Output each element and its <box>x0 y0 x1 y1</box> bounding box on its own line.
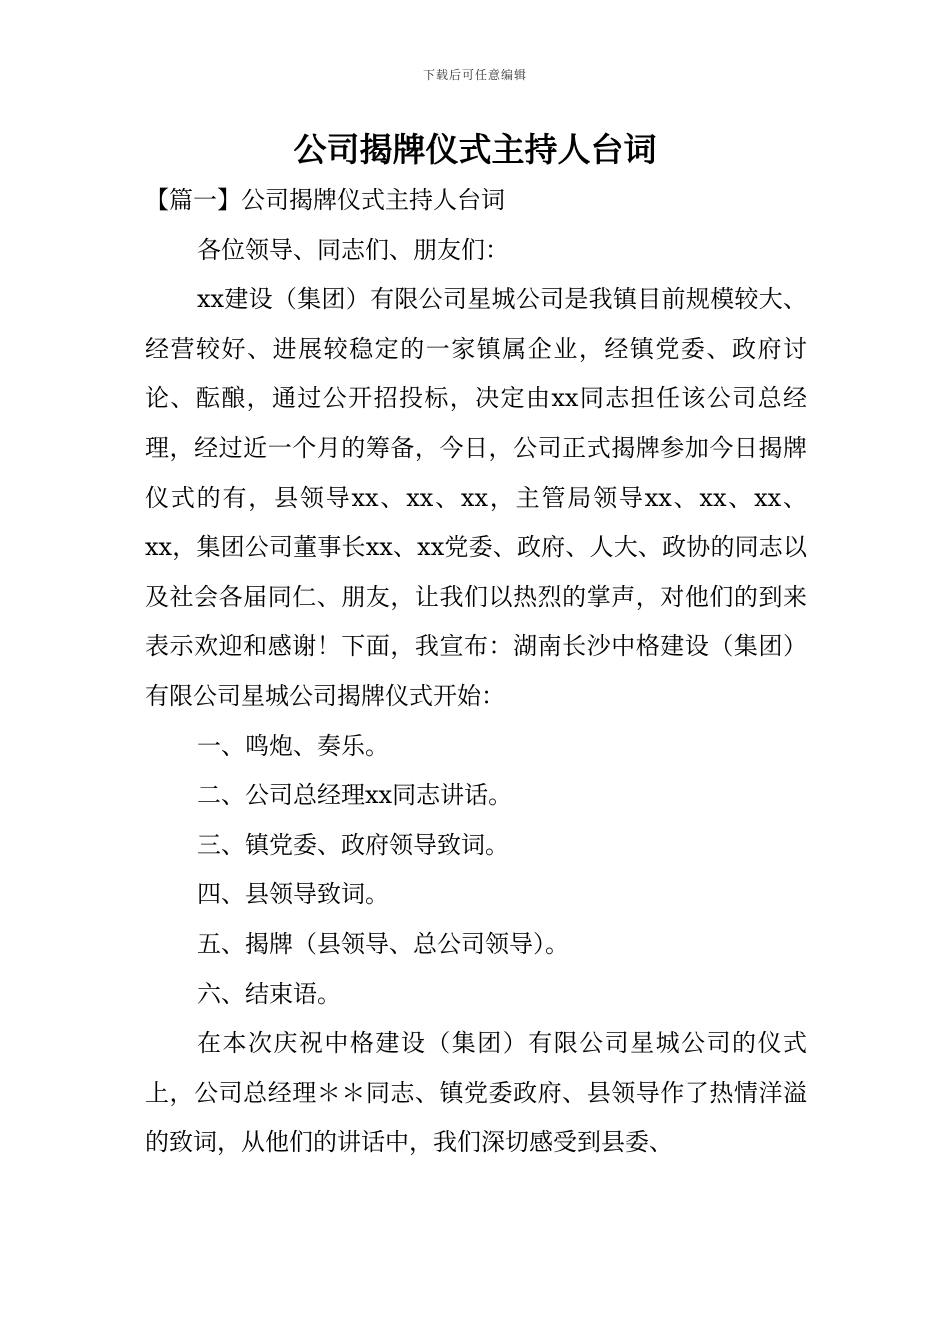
opening-paragraph: xx建设（集团）有限公司星城公司是我镇目前规模较大、经营较好、进展较稳定的一家镇属企业，经镇党委、政府讨论、酝酿，通过公开招投标，决定由xx同志担任该公司总经理，经过近一个月的筹备，今日，公司正式揭牌参加今日揭牌仪式的有，县领导xx、xx、xx，主管局领导xx、xx、xx、xx，集团公司董事长xx、xx党委、政府、人大、政协的同志以及社会各届同仁、朋友，让我们以热烈的掌声，对他们的到来表示欢迎和感谢！下面，我宣布：湖南长沙中格建设（集团）有限公司星城公司揭牌仪式开始： <box>145 285 807 710</box>
agenda-item: 五、揭牌（县领导、总公司领导）。 <box>197 929 569 958</box>
document-body <box>145 176 807 1168</box>
agenda-item: 三、镇党委、政府领导致词。 <box>197 830 509 859</box>
agenda-item: 一、鸣炮、奏乐。 <box>197 731 389 760</box>
greeting-line: 各位领导、同志们、朋友们： <box>197 235 509 264</box>
section-heading: 【篇一】公司揭牌仪式主持人台词 <box>145 186 505 214</box>
closing-paragraph: 在本次庆祝中格建设（集团）有限公司星城公司的仪式上，公司总经理＊＊同志、镇党委政府、县领导作了热情洋溢的致词，从他们的讲话中，我们深切感受到县委、 <box>145 1029 807 1157</box>
agenda-item: 六、结束语。 <box>197 979 341 1008</box>
header-note: 下载后可任意编辑 <box>422 68 527 82</box>
agenda-item: 二、公司总经理xx同志讲话。 <box>197 781 513 810</box>
document-title: 公司揭牌仪式主持人台词 <box>293 130 657 169</box>
agenda-item: 四、县领导致词。 <box>197 880 389 909</box>
